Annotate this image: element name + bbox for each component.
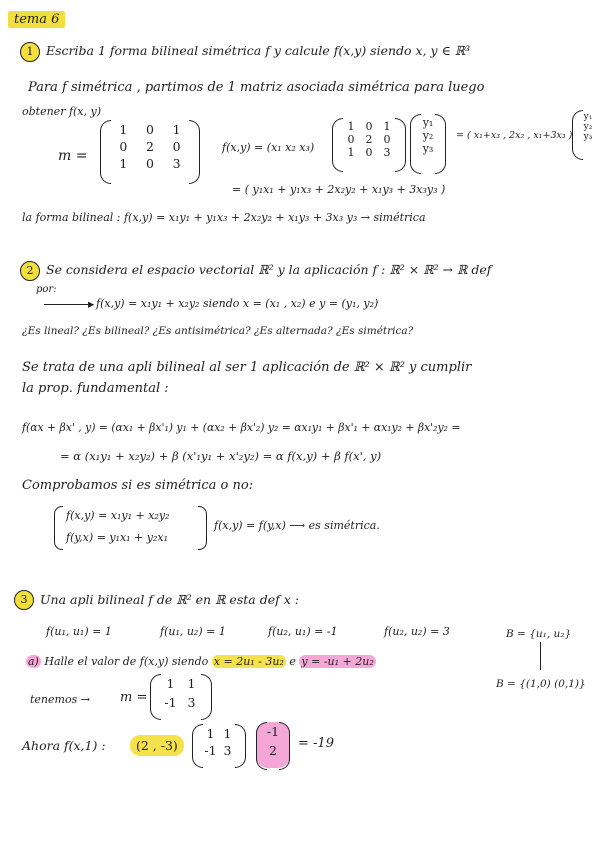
symmetry-check-label: Comprobamos si es simétrica o no: xyxy=(22,478,254,493)
x-definition: x = 2u₁ - 3u₂ xyxy=(213,655,284,668)
basis-label: B = {u₁, u₂} xyxy=(506,628,572,640)
result-y-vector xyxy=(572,110,598,158)
part-a-text: Halle el valor de f(x,y) siendo xyxy=(44,655,209,668)
exercise-2-por: por: xyxy=(36,284,57,295)
part-a-label: a) xyxy=(28,655,39,668)
matrix-2x2-product xyxy=(192,724,246,766)
vector-cell: y₁ xyxy=(583,112,593,122)
exercise-3-heading: Una apli bilineal f de ℝ² en ℝ esta def x : xyxy=(40,592,299,607)
page-title: tema 6 xyxy=(8,12,65,28)
system-brace-left xyxy=(54,506,63,550)
result-row-vector: = ( x₁+x₃ , 2x₂ , x₁+3x₃ ) xyxy=(456,130,573,141)
vector-cell: y₃ xyxy=(583,132,593,142)
row-vector xyxy=(130,738,184,754)
f-product-expression: f(x,y) = (x₁ x₂ x₃) xyxy=(222,141,315,154)
matrix-cell: 0 xyxy=(365,120,373,133)
function-definition: f(x,y) = x₁y₁ + x₂y₂ siendo x = (x₁ , x₂) e y = (y₁, y₂) xyxy=(96,297,379,310)
column-vector xyxy=(256,722,290,768)
matrix-cell: 1 xyxy=(187,676,196,691)
matrix-cell: 1 xyxy=(172,122,181,137)
matrix-m-label: m = xyxy=(120,690,148,705)
exercise-1-heading: Escriba 1 forma bilineal simétrica f y calcule f(x,y) siendo x, y ∈ ℝ³ xyxy=(46,43,471,58)
exercise-3-number: 3 xyxy=(14,590,34,610)
exercise-1-intro-line-2: obtener f(x, y) xyxy=(22,105,102,118)
matrix-m-label: m = xyxy=(58,148,88,164)
basis-explicit: B = {(1,0) (0,1)} xyxy=(496,678,586,690)
exercise-1-conclusion: la forma bilineal : f(x,y) = x₁y₁ + y₁x₃ + 2x₂y₂ + x₁y₃ + 3x₃ y₃ → simétrica xyxy=(22,211,426,224)
matrix-bracket-right xyxy=(189,120,200,184)
vector-cell: y₂ xyxy=(422,129,434,142)
exercise-2-heading: Se considera el espacio vectorial ℝ² y la aplicación f : ℝ² × ℝ² → ℝ def xyxy=(46,262,492,277)
matrix-cell: 0 xyxy=(365,146,373,159)
vector-cell: -1 xyxy=(266,724,280,739)
expanded-result: = ( y₁x₁ + y₁x₃ + 2x₂y₂ + x₁y₃ + 3x₃y₃ ) xyxy=(232,183,446,196)
matrix-cell: 3 xyxy=(223,743,232,758)
matrix-cell: 3 xyxy=(172,156,181,171)
matrix-m xyxy=(100,120,200,182)
y-definition: y = -u₁ + 2u₂ xyxy=(301,655,374,668)
bilinear-property-equation-1: f(αx + βx' , y) = (αx₁ + βx'₁) y₁ + (αx₂ + βx'₂) y₂ = αx₁y₁ + βx'₁ + αx₁y₂ + βx'₂y₂ = xyxy=(22,421,461,434)
matrix-cell: 0 xyxy=(172,139,181,154)
matrix-m-2x2 xyxy=(150,674,212,718)
tenemos-label: tenemos → xyxy=(30,693,90,706)
exercise-1-intro-line-1: Para f simétrica , partimos de 1 matriz asociada simétrica para luego xyxy=(28,80,485,95)
matrix-cell: -1 xyxy=(204,743,217,758)
bilinear-value: f(u₂, u₂) = 3 xyxy=(384,625,450,638)
bilinear-value: f(u₁, u₂) = 1 xyxy=(160,625,226,638)
matrix-cell: 1 xyxy=(119,122,128,137)
matrix-cell: 3 xyxy=(187,695,196,710)
matrix-cell: 0 xyxy=(347,133,355,146)
y-vector xyxy=(410,114,446,172)
exercise-2-number: 2 xyxy=(20,261,40,281)
bilinear-property-equation-2: = α (x₁y₁ + x₂y₂) + β (x'₁y₁ + x'₂y₂) = α f(x,y) + β f(x', y) xyxy=(60,449,382,463)
matrix-cell: -1 xyxy=(164,695,177,710)
matrix-cell: 0 xyxy=(383,133,391,146)
matrix-cell: 1 xyxy=(347,146,355,159)
matrix-cell: 0 xyxy=(119,139,128,154)
matrix-cell: 2 xyxy=(365,133,373,146)
matrix-cell: 2 xyxy=(146,139,154,154)
symmetry-result: f(x,y) = f(y,x) ⟶ es simétrica. xyxy=(214,519,380,532)
system-equation-2: f(y,x) = y₁x₁ + y₂x₁ xyxy=(66,531,169,544)
matrix-cell: 1 xyxy=(347,120,355,133)
matrix-cell: 1 xyxy=(223,726,232,741)
matrix-cell: 1 xyxy=(206,726,215,741)
system-brace-right xyxy=(198,506,207,550)
system-equation-1: f(x,y) = x₁y₁ + x₂y₂ xyxy=(66,509,170,522)
exercise-1-number: 1 xyxy=(20,42,40,62)
exercise-2-text-line-2: la prop. fundamental : xyxy=(22,381,169,396)
bilinear-value: f(u₂, u₁) = -1 xyxy=(268,625,338,638)
vector-cell: y₁ xyxy=(422,116,434,129)
vector-cell: y₂ xyxy=(583,122,593,132)
row-vector-value: (2 , -3) xyxy=(130,735,184,756)
exercise-2-questions: ¿Es lineal? ¿Es bilineal? ¿Es antisimétrica? ¿Es alternada? ¿Es simétrica? xyxy=(22,325,414,337)
ahora-label: Ahora f(x,1) : xyxy=(22,738,106,753)
vector-cell: y₃ xyxy=(422,142,434,155)
arrow-icon xyxy=(44,304,92,305)
matrix-cell: 0 xyxy=(146,156,154,171)
bilinear-value: f(u₁, u₁) = 1 xyxy=(46,625,112,638)
vector-cell: 2 xyxy=(269,743,277,758)
and-connector: e xyxy=(289,655,296,668)
matrix-cell: 1 xyxy=(166,676,175,691)
matrix-cell: 1 xyxy=(383,120,391,133)
matrix-cell: 1 xyxy=(119,156,128,171)
final-result: = -19 xyxy=(298,736,334,751)
exercise-2-text-line-1: Se trata de una apli bilineal al ser 1 aplicación de ℝ² × ℝ² y cumplir xyxy=(22,360,472,375)
product-matrix xyxy=(332,118,406,170)
arrow-head-icon: ▸ xyxy=(88,296,95,311)
matrix-cell: 3 xyxy=(383,146,391,159)
arrow-down-icon xyxy=(540,642,541,670)
matrix-cell: 0 xyxy=(146,122,154,137)
part-a-line xyxy=(26,654,376,670)
